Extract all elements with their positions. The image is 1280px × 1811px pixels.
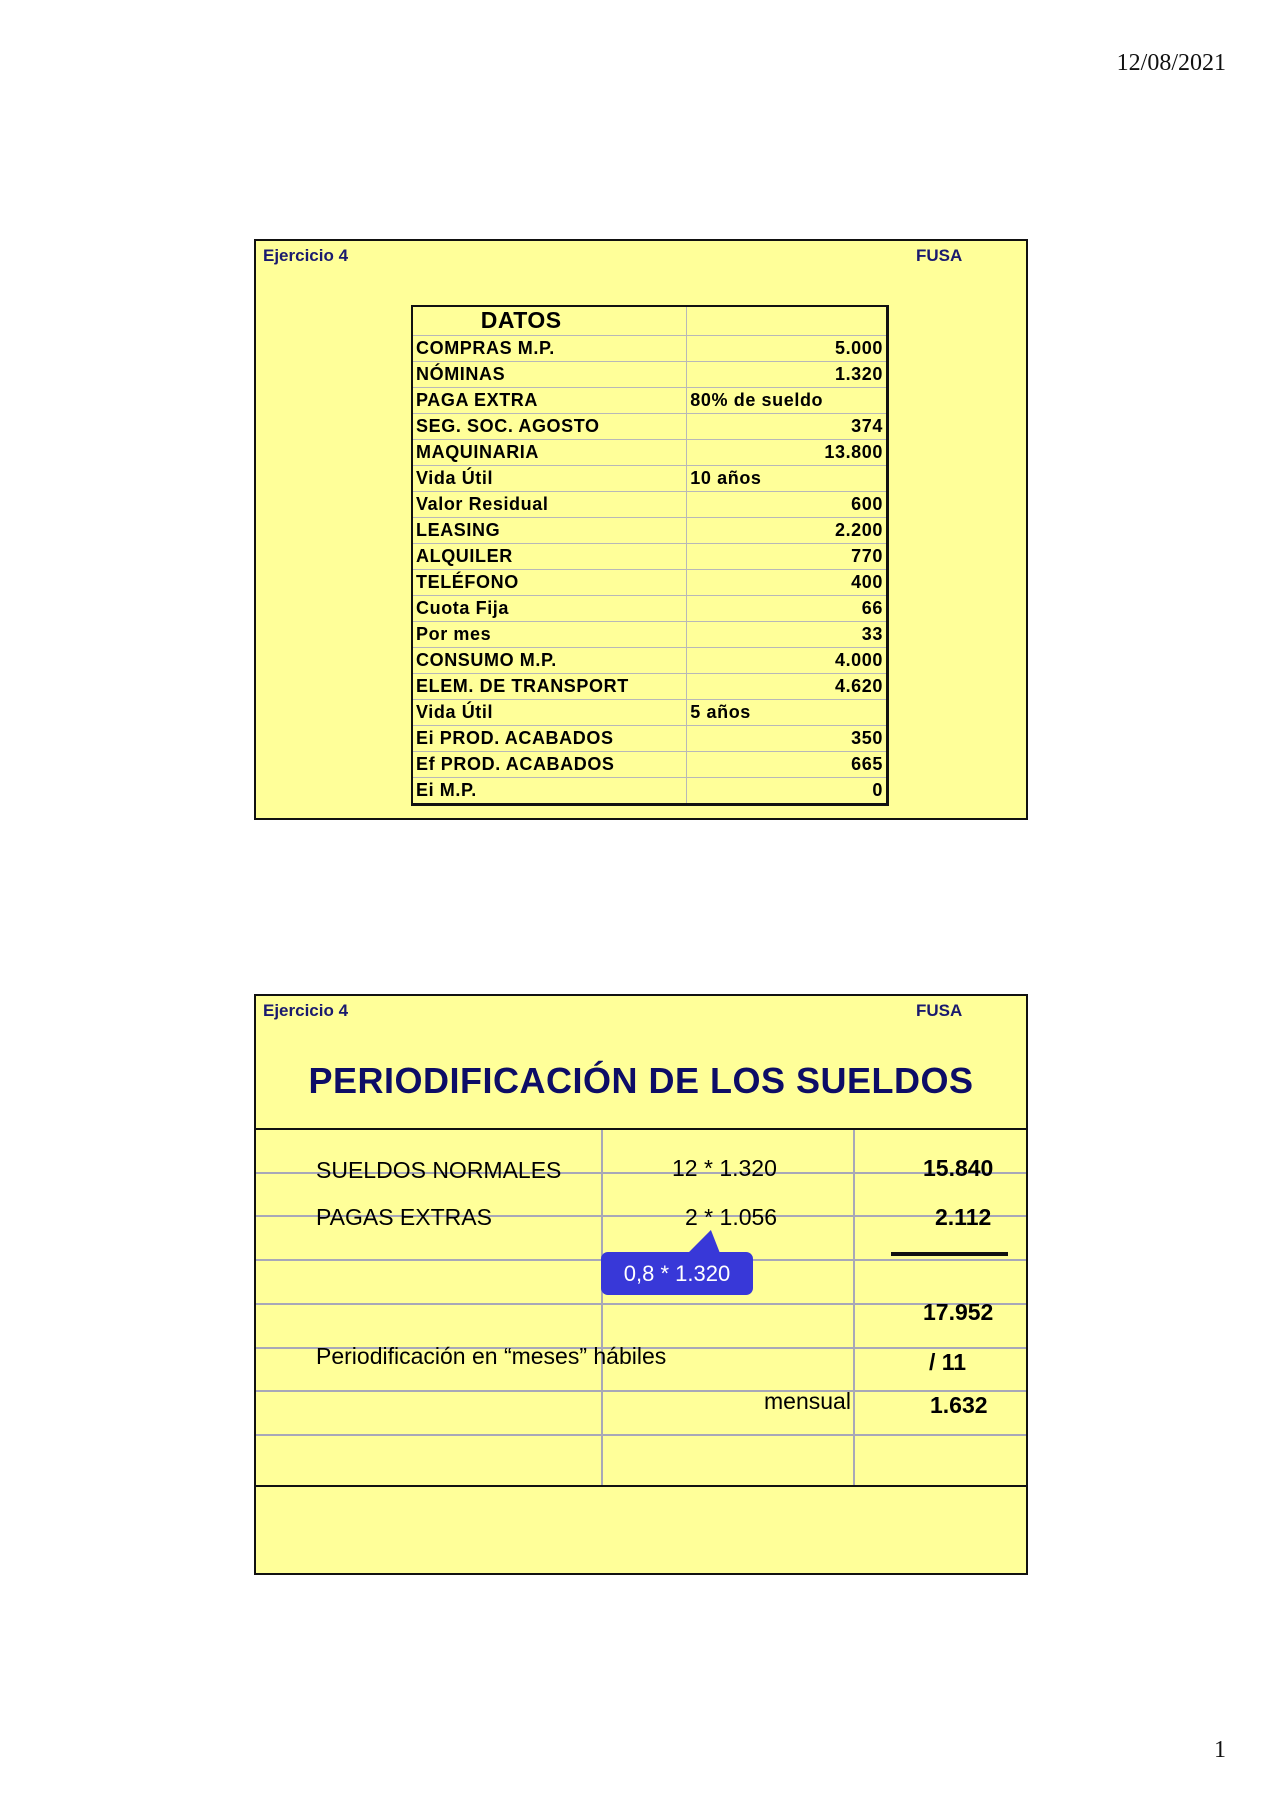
pagas-extras-formula: 2 * 1.056 <box>685 1204 778 1230</box>
table-row <box>412 725 888 751</box>
table-row <box>412 699 888 725</box>
table-row <box>412 361 888 387</box>
slide-periodificacion <box>254 994 1028 1575</box>
row-value: 1.320 <box>687 361 888 387</box>
row-value: 66 <box>687 595 888 621</box>
table-title: DATOS <box>412 306 687 335</box>
calculation-grid <box>256 1128 1026 1487</box>
table-row <box>412 647 888 673</box>
sueldos-normales-value: 15.840 <box>923 1155 994 1181</box>
row-label: COMPRAS M.P. <box>412 335 687 361</box>
row-label: Ef PROD. ACABADOS <box>412 751 687 777</box>
row-label: Por mes <box>412 621 687 647</box>
table-row <box>412 387 888 413</box>
table-row <box>412 595 888 621</box>
slide-title: PERIODIFICACIÓN DE LOS SUELDOS <box>308 1060 974 1101</box>
page-date: 12/08/2021 <box>1116 50 1226 76</box>
periodificacion-divisor: / 11 <box>929 1349 967 1375</box>
row-value: 33 <box>687 621 888 647</box>
row-label: CONSUMO M.P. <box>412 647 687 673</box>
row-value: 4.000 <box>687 647 888 673</box>
row-value: 5 años <box>687 699 888 725</box>
grid-line <box>601 1130 603 1485</box>
row-label: Vida Útil <box>412 699 687 725</box>
row-label: ELEM. DE TRANSPORT <box>412 673 687 699</box>
row-label: NÓMINAS <box>412 361 687 387</box>
row-value: 80% de sueldo <box>687 387 888 413</box>
table-row <box>412 465 888 491</box>
table-header-row <box>412 306 888 335</box>
row-label: Vida Útil <box>412 465 687 491</box>
table-row <box>412 517 888 543</box>
row-value: 400 <box>687 569 888 595</box>
slide-header-company: FUSA <box>916 246 963 265</box>
grid-line <box>256 1303 1026 1305</box>
row-label: Valor Residual <box>412 491 687 517</box>
grid-line <box>256 1434 1026 1436</box>
row-label: ALQUILER <box>412 543 687 569</box>
row-value: 5.000 <box>687 335 888 361</box>
row-label: TELÉFONO <box>412 569 687 595</box>
total-value: 17.952 <box>923 1299 994 1325</box>
datos-table <box>411 305 889 806</box>
table-row <box>412 673 888 699</box>
table-row <box>412 777 888 804</box>
row-value: 350 <box>687 725 888 751</box>
row-label: Cuota Fija <box>412 595 687 621</box>
row-value: 0 <box>687 777 888 804</box>
row-label: SEG. SOC. AGOSTO <box>412 413 687 439</box>
slide-header-exercise: Ejercicio 4 <box>263 246 349 265</box>
table-row <box>412 491 888 517</box>
mensual-value: 1.632 <box>930 1392 988 1418</box>
row-value: 770 <box>687 543 888 569</box>
grid-line <box>853 1130 855 1485</box>
mensual-label: mensual <box>764 1388 851 1414</box>
periodificacion-label: Periodificación en “meses” hábiles <box>316 1343 667 1369</box>
paga-extra-callout: 0,8 * 1.320 <box>601 1252 753 1295</box>
pagas-extras-value: 2.112 <box>935 1204 992 1230</box>
pagas-extras-label: PAGAS EXTRAS <box>316 1204 492 1230</box>
row-label: MAQUINARIA <box>412 439 687 465</box>
table-row <box>412 413 888 439</box>
page-number: 1 <box>1214 1737 1226 1763</box>
slide-header-exercise: Ejercicio 4 <box>263 1001 349 1020</box>
table-header-empty <box>687 306 888 335</box>
sueldos-normales-label: SUELDOS NORMALES <box>316 1157 562 1183</box>
row-label: LEASING <box>412 517 687 543</box>
row-value: 665 <box>687 751 888 777</box>
grid-line <box>256 1390 1026 1392</box>
sueldos-normales-formula: 12 * 1.320 <box>672 1155 777 1181</box>
sum-underline <box>891 1252 1008 1256</box>
row-label: PAGA EXTRA <box>412 387 687 413</box>
row-value: 10 años <box>687 465 888 491</box>
row-value: 13.800 <box>687 439 888 465</box>
row-value: 600 <box>687 491 888 517</box>
row-label: Ei M.P. <box>412 777 687 804</box>
table-row <box>412 621 888 647</box>
row-label: Ei PROD. ACABADOS <box>412 725 687 751</box>
table-row <box>412 439 888 465</box>
row-value: 4.620 <box>687 673 888 699</box>
slide-datos <box>254 239 1028 820</box>
table-row <box>412 335 888 361</box>
row-value: 374 <box>687 413 888 439</box>
slide-header-company: FUSA <box>916 1001 963 1020</box>
table-row <box>412 543 888 569</box>
row-value: 2.200 <box>687 517 888 543</box>
table-row <box>412 569 888 595</box>
table-row <box>412 751 888 777</box>
